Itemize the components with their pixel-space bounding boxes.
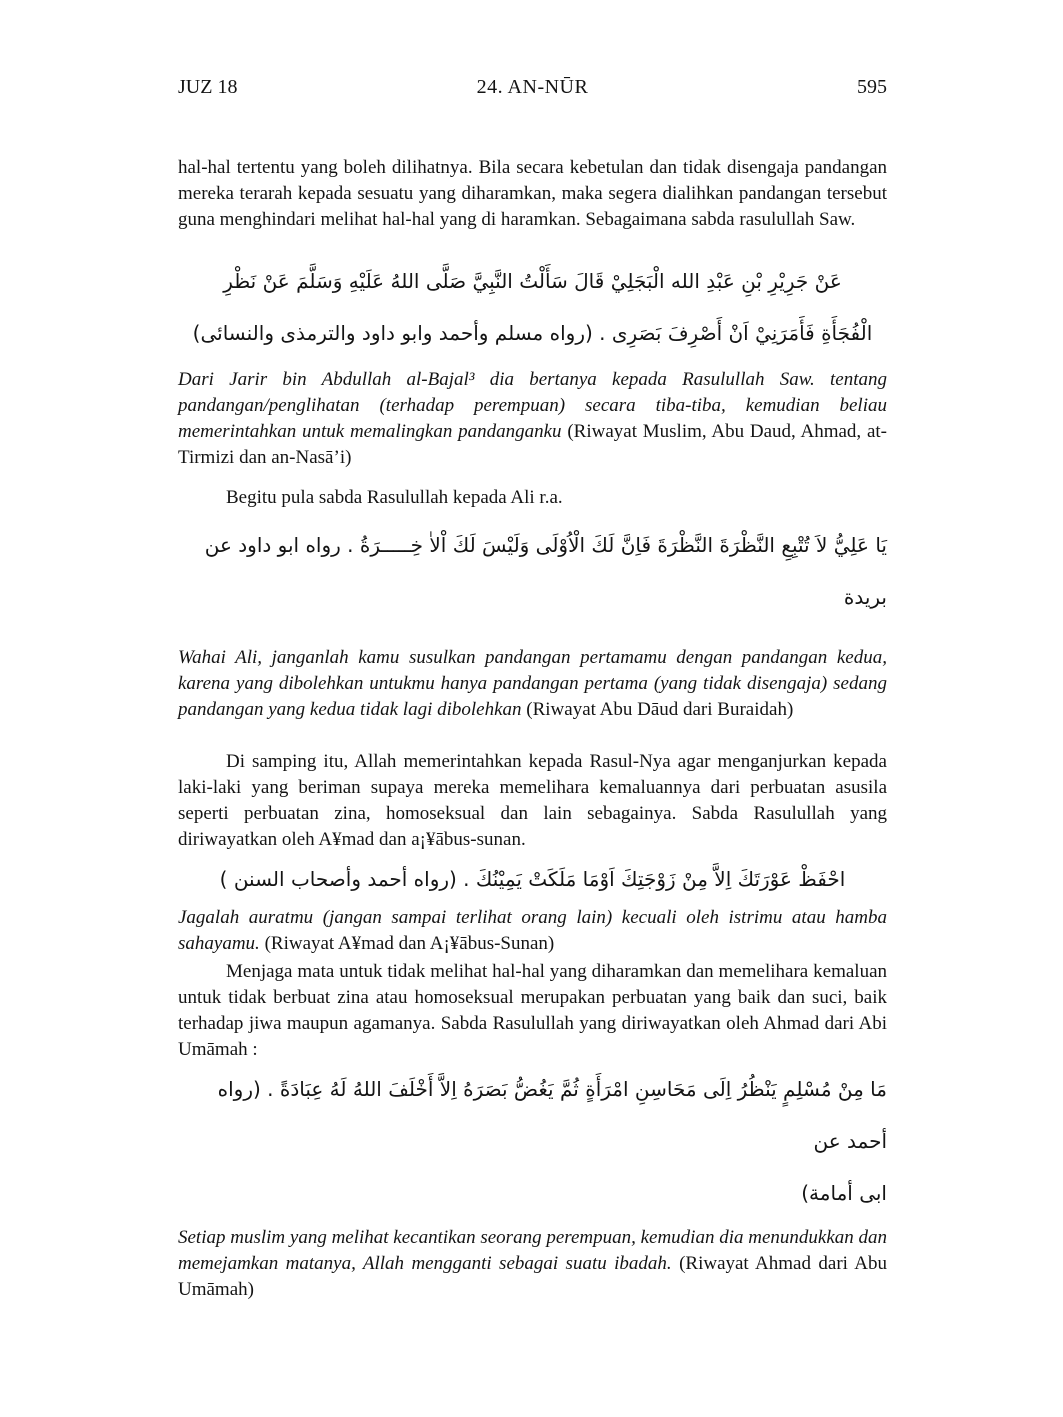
hadith-1-arabic <box>178 255 887 359</box>
hadith-3-arabic <box>178 853 887 905</box>
hadith-4-source: (Riwayat Ahmad dari Abu Umāmah) <box>178 1253 887 1300</box>
page-header <box>178 76 887 99</box>
hadith-2-arabic-line-1: يَا عَلِيُّ لاَ تُتْبِعِ النَّظْرَةَ النَّظْرَةَ فَاِنَّ لَكَ الْاُوْلَى وَلَيْسَ لَكَ اْلاٰ خِـــــرَةُ . رواه ابو داود عن بريدة <box>204 533 887 609</box>
hadith-2-translation <box>178 645 887 723</box>
ali-paragraph: Begitu pula sabda Rasulullah kepada Ali r.a. <box>226 487 563 508</box>
hadith-2-translation-text: Wahai Ali, janganlah kamu susulkan pandangan pertamamu dengan pandangan kedua, karena yang dibolehkan untukmu hanya pandangan pertama (yang tidak disengaja) sedang pandangan yang kedua tidak lagi dibolehkan <box>178 647 887 720</box>
hadith-3-translation-text: Jagalah auratmu (jangan sampai terlihat orang lain) kecuali oleh istrimu atau hamba sahayamu. <box>178 907 887 954</box>
hadith-3-arabic-line-1: احْفَظْ عَوْرَتَكَ اِلاَّ مِنْ زَوْجَتِكَ اَوْمَا مَلَكَتْ يَمِيْنُكَ . (رواه أحمد وأصحاب السنن ) <box>219 867 846 891</box>
hadith-4-arabic-line-2: ابى أمامة) <box>801 1181 887 1205</box>
surah-title: 24. AN-NŪR <box>476 76 589 98</box>
juz-label: JUZ 18 <box>178 76 238 98</box>
hadith-2-source: (Riwayat Abu Dāud dari Buraidah) <box>526 699 794 720</box>
hadith-1-translation-text: Dari Jarir bin Abdullah al-Bajal³ dia bertanya kepada Rasulullah Saw. tentang pandangan/penglihatan (terhadap perempuan) secara tiba-tiba, kemudian beliau memerintahkan untuk memalingkan pandanganku <box>178 369 887 442</box>
disamping-paragraph: Di samping itu, Allah memerintahkan kepada Rasul-Nya agar menganjurkan kepada laki-laki yang beriman supaya mereka memelihara kemaluannya dari perbuatan asusila seperti perbuatan zina, homoseksual dan lain sebagainya. Sabda Rasulullah yang diriwayatkan oleh A¥mad dan a¡¥ābus-sunan. <box>178 751 887 850</box>
hadith-1-arabic-line-1: عَنْ جَرِيْرِ بْنِ عَبْدِ الله الْبَجَلِيْ قَالَ سَأَلْتُ النَّبِيَّ صَلَّى اللهُ عَلَيْهِ وَسَلَّمَ عَنْ نَظْرِ <box>223 269 842 293</box>
hadith-2-arabic <box>178 519 887 623</box>
hadith-1-translation <box>178 367 887 471</box>
menjaga-paragraph: Menjaga mata untuk tidak melihat hal-hal yang diharamkan dan memelihara kemaluan untuk tidak berbuat zina atau homoseksual merupakan perbuatan yang baik dan suci, baik terhadap jiwa maupun agamanya. Sabda Rasulullah yang diriwayatkan oleh Ahmad dari Abi Umāmah : <box>178 961 887 1060</box>
hadith-4-arabic <box>178 1063 887 1219</box>
page-body <box>178 155 887 1303</box>
hadith-3-translation <box>178 905 887 957</box>
hadith-3-source: (Riwayat A¥mad dan A¡¥ābus-Sunan) <box>264 933 555 954</box>
hadith-1-arabic-line-2: الْفُجَأَةِ فَأَمَرَنِيْ اَنْ أَصْرِفَ بَصَرِى . (رواه مسلم وأحمد وابو داود والترمذى والنسائى) <box>192 321 873 345</box>
page-number: 595 <box>857 76 887 98</box>
intro-paragraph: hal-hal tertentu yang boleh dilihatnya. Bila secara kebetulan dan tidak disengaja pandangan mereka terarah kepada sesuatu yang diharamkan, maka segera dialihkan pandangan tersebut guna menghindari melihat hal-hal yang di haramkan. Sebagaimana sabda rasulullah Saw. <box>178 157 887 230</box>
hadith-4-translation-text: Setiap muslim yang melihat kecantikan seorang perempuan, kemudian dia menundukkan dan memejamkan matanya, Allah mengganti sebagai suatu ibadah. <box>178 1227 888 1274</box>
hadith-4-arabic-line-1: مَا مِنْ مُسْلِمٍ يَنْظُرُ اِلَى مَحَاسِنِ امْرَأَةٍ ثُمَّ يَغُضُّ بَصَرَهُ اِلاَّ أَخْلَفَ اللهُ لَهُ عِبَادَةً . (رواه أحمد عن <box>217 1077 887 1153</box>
hadith-1-source: (Riwayat Muslim, Abu Daud, Ahmad, at-Tirmizi dan an-Nasā’i) <box>178 421 887 468</box>
hadith-4-translation <box>178 1225 887 1303</box>
